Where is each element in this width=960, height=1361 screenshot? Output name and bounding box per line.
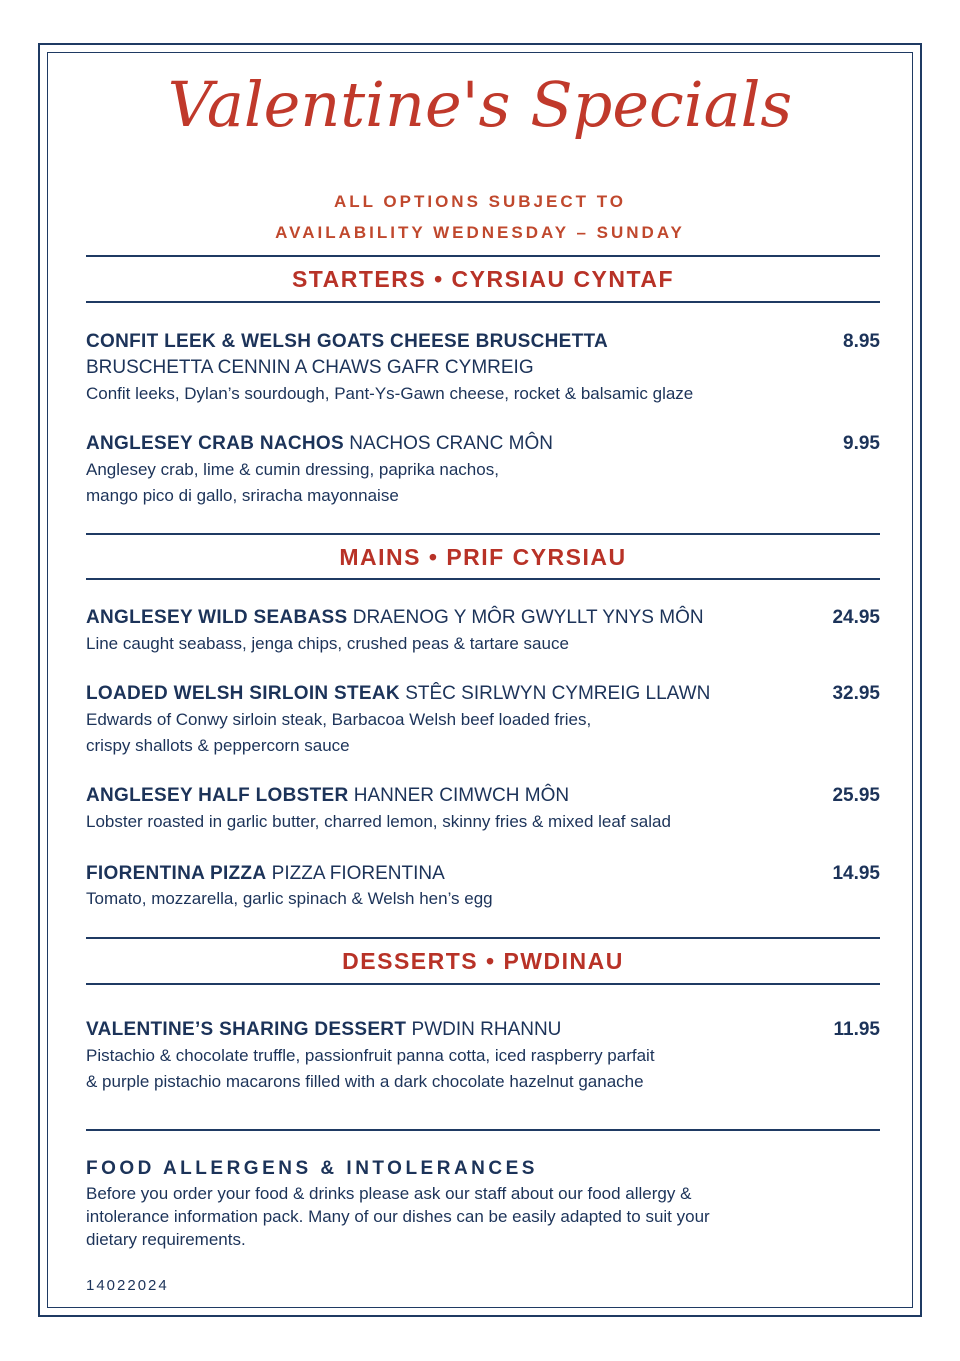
divider [86,301,880,303]
divider [86,255,880,257]
item-description: Edwards of Conwy sirloin steak, Barbacoa Welsh beef loaded fries, [86,710,592,729]
subtitle-line-2: AVAILABILITY WEDNESDAY – SUNDAY [275,223,685,242]
item-welsh-name: NACHOS CRANC MÔN [349,433,553,454]
item-price: 14.95 [832,863,880,884]
menu-code: 14022024 [86,1277,169,1294]
item-welsh-name: HANNER CIMWCH MÔN [353,785,570,806]
menu-item-sharing-dessert [86,1019,880,1041]
divider [86,1129,880,1131]
section-title-starters: STARTERS • CYRSIAU CYNTAF [291,266,675,292]
subtitle-line-1: ALL OPTIONS SUBJECT TO [333,192,627,211]
item-description: Lobster roasted in garlic butter, charred lemon, skinny fries & mixed leaf salad [86,812,671,831]
menu-item-crab-nachos [86,433,880,455]
item-description: Pistachio & chocolate truffle, passionfruit panna cotta, iced raspberry parfait [86,1046,655,1065]
item-description: Line caught seabass, jenga chips, crushed peas & tartare sauce [86,634,569,653]
item-welsh-name: STÊC SIRLWYN CYMREIG LLAWN [405,683,711,704]
divider [86,937,880,939]
item-description: Anglesey crab, lime & cumin dressing, paprika nachos, [86,460,499,479]
item-price: 32.95 [832,683,880,704]
item-name: ANGLESEY HALF LOBSTER [86,785,349,806]
item-welsh-name: DRAENOG Y MÔR GWYLLT YNYS MÔN [352,607,704,628]
item-description: Confit leeks, Dylan’s sourdough, Pant-Ys-Gawn cheese, rocket & balsamic glaze [86,384,694,403]
item-name: FIORENTINA PIZZA [86,863,267,884]
item-name: ANGLESEY WILD SEABASS [86,607,348,628]
menu-item-bruschetta [86,331,880,353]
item-welsh-name: PIZZA FIORENTINA [271,863,445,884]
section-title-desserts: DESSERTS • PWDINAU [342,948,624,974]
menu-item-pizza [86,863,880,885]
item-name: LOADED WELSH SIRLOIN STEAK [86,683,400,704]
item-welsh-name: PWDIN RHANNU [411,1019,562,1040]
item-price: 8.95 [843,331,880,352]
item-description: mango pico di gallo, sriracha mayonnaise [86,486,399,505]
item-description: & purple pistachio macarons filled with a dark chocolate hazelnut ganache [86,1072,644,1091]
item-name: ANGLESEY CRAB NACHOS [86,433,344,454]
item-price: 9.95 [843,433,880,454]
divider [86,983,880,985]
allergens-text: dietary requirements. [86,1230,246,1249]
menu-item-half-lobster [86,785,880,807]
menu-item-sirloin-steak [86,683,880,705]
item-description: Tomato, mozzarella, garlic spinach & Welsh hen’s egg [86,889,493,908]
item-price: 24.95 [832,607,880,628]
item-name: CONFIT LEEK & WELSH GOATS CHEESE BRUSCHETTA [86,331,609,352]
item-name: VALENTINE’S SHARING DESSERT [86,1019,407,1040]
divider [86,533,880,535]
item-welsh-name: BRUSCHETTA CENNIN A CHAWS GAFR CYMREIG [86,357,534,378]
divider [86,578,880,580]
item-price: 25.95 [832,785,880,806]
item-description: crispy shallots & peppercorn sauce [86,736,350,755]
allergens-title: FOOD ALLERGENS & INTOLERANCES [86,1158,538,1179]
allergens-text: Before you order your food & drinks please ask our staff about our food allergy & [86,1184,692,1203]
menu-title: Valentine's Specials [167,68,793,141]
allergens-text: intolerance information pack. Many of our dishes can be easily adapted to suit your [86,1207,710,1226]
section-title-mains: MAINS • PRIF CYRSIAU [339,544,627,570]
menu-item-seabass [86,607,880,629]
item-price: 11.95 [833,1019,880,1040]
